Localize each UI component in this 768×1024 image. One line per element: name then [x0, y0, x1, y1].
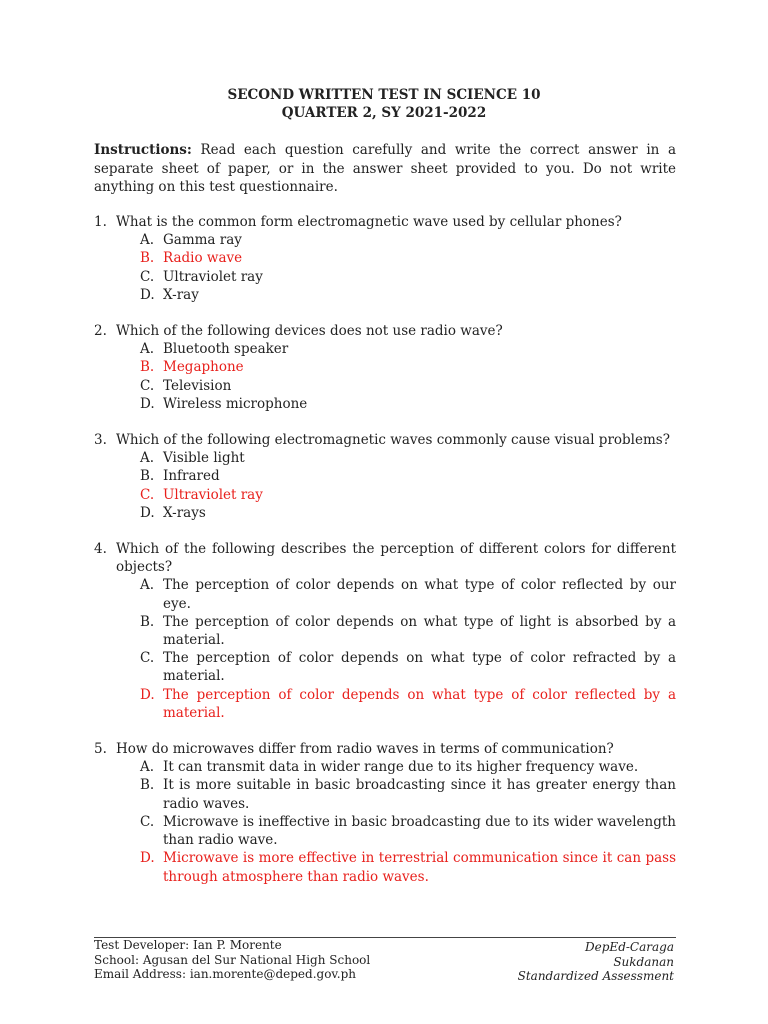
question-1	[94, 213, 676, 304]
option-text: Ultraviolet ray	[163, 486, 263, 503]
option-b	[140, 776, 676, 812]
question-text: Which of the following electromagnetic waves commonly cause visual problems?	[116, 432, 670, 449]
instructions	[94, 141, 676, 197]
option-letter: C.	[140, 650, 155, 667]
option-a	[140, 449, 676, 467]
question-number: 3.	[94, 432, 107, 449]
option-text: Wireless microphone	[163, 395, 308, 412]
option-text: Microwave is ineffective in basic broadcasting due to its wider wavelength than radio wave.	[163, 813, 676, 849]
title-line-2: QUARTER 2, SY 2021-2022	[281, 105, 487, 121]
option-d	[140, 286, 676, 304]
question-3	[94, 431, 676, 522]
option-text: Visible light	[163, 450, 245, 467]
option-text: It can transmit data in wider range due to its higher frequency wave.	[163, 759, 639, 776]
question-text: Which of the following devices does not use radio wave?	[116, 323, 503, 340]
option-a	[140, 758, 676, 776]
option-letter: B.	[140, 613, 155, 630]
option-d	[140, 395, 676, 413]
option-text: Bluetooth speaker	[163, 341, 289, 358]
option-b	[140, 467, 676, 485]
option-letter: A.	[140, 577, 155, 594]
option-b	[140, 613, 676, 649]
option-text: Microwave is more effective in terrestrial communication since it can pass through atmosphere than radio waves.	[163, 850, 676, 885]
option-c	[140, 377, 676, 395]
question-number: 5.	[94, 741, 107, 758]
option-letter: A.	[140, 232, 155, 249]
option-text: The perception of color depends on what type of color reflected by a material.	[163, 686, 676, 721]
option-text: It is more suitable in basic broadcasting since it has greater energy than radio waves.	[163, 777, 676, 812]
question-text: Which of the following describes the perception of different colors for different objects?	[116, 541, 676, 576]
footer-organization	[518, 940, 674, 984]
question-number: 4.	[94, 541, 107, 558]
title-line-1: SECOND WRITTEN TEST IN SCIENCE 10	[227, 87, 541, 103]
question-text: How do microwaves differ from radio waves in terms of communication?	[116, 741, 614, 758]
option-d-correct-answer	[140, 686, 676, 722]
option-text: The perception of color depends on what type of color reflected by our eye.	[163, 577, 676, 612]
question-list	[94, 213, 676, 904]
option-text: The perception of color depends on what type of light is absorbed by a material.	[163, 613, 676, 649]
option-b-correct-answer	[140, 249, 676, 267]
instructions-text: Read each question carefully and write the correct answer in a separate sheet of paper, or in the answer sheet provided to you. Do not write anything on this test questionnaire.	[94, 142, 676, 195]
option-text: X-ray	[163, 286, 199, 303]
option-b-correct-answer	[140, 358, 676, 376]
option-text: Radio wave	[163, 250, 243, 267]
option-letter: B.	[140, 468, 155, 485]
option-text: Ultraviolet ray	[163, 268, 263, 285]
option-letter: C.	[140, 268, 155, 285]
option-a	[140, 231, 676, 249]
question-2	[94, 322, 676, 413]
question-number: 2.	[94, 323, 107, 340]
email-address: Email Address: ian.morente@deped.gov.ph	[94, 967, 357, 981]
option-letter: D.	[140, 395, 155, 412]
option-c	[140, 649, 676, 685]
option-c	[140, 268, 676, 286]
option-letter: B.	[140, 359, 155, 376]
option-letter: C.	[140, 486, 155, 503]
option-d	[140, 504, 676, 522]
option-text: The perception of color depends on what type of color refracted by a material.	[163, 650, 676, 685]
footer-developer-info	[94, 938, 370, 982]
option-a	[140, 340, 676, 358]
school-name: School: Agusan del Sur National High School	[94, 952, 371, 967]
option-letter: A.	[140, 450, 155, 467]
org-sukdanan: Sukdanan	[613, 954, 674, 969]
question-text: What is the common form electromagnetic wave used by cellular phones?	[116, 214, 622, 230]
instructions-label: Instructions:	[94, 142, 192, 158]
option-letter: D.	[140, 286, 155, 303]
org-deped-caraga: DepEd-Caraga	[585, 940, 674, 954]
option-letter: A.	[140, 341, 155, 358]
option-text: Television	[163, 377, 232, 394]
option-text: Gamma ray	[163, 232, 242, 249]
option-letter: B.	[140, 777, 155, 794]
option-a	[140, 576, 676, 612]
option-letter: B.	[140, 250, 155, 267]
option-d-correct-answer	[140, 849, 676, 885]
test-developer: Test Developer: Ian P. Morente	[94, 938, 282, 952]
question-number: 1.	[94, 214, 107, 230]
option-letter: D.	[140, 504, 155, 521]
test-title	[0, 86, 768, 122]
option-c-correct-answer	[140, 486, 676, 504]
option-letter: D.	[140, 850, 155, 867]
org-standardized-assessment: Standardized Assessment	[517, 969, 674, 983]
question-5	[94, 740, 676, 886]
option-c	[140, 813, 676, 849]
option-letter: C.	[140, 813, 155, 830]
option-letter: A.	[140, 759, 155, 776]
option-letter: C.	[140, 377, 155, 394]
option-text: Infrared	[163, 468, 220, 485]
option-letter: D.	[140, 686, 155, 703]
option-text: Megaphone	[163, 359, 244, 376]
option-text: X-rays	[163, 504, 206, 521]
question-4	[94, 540, 676, 722]
